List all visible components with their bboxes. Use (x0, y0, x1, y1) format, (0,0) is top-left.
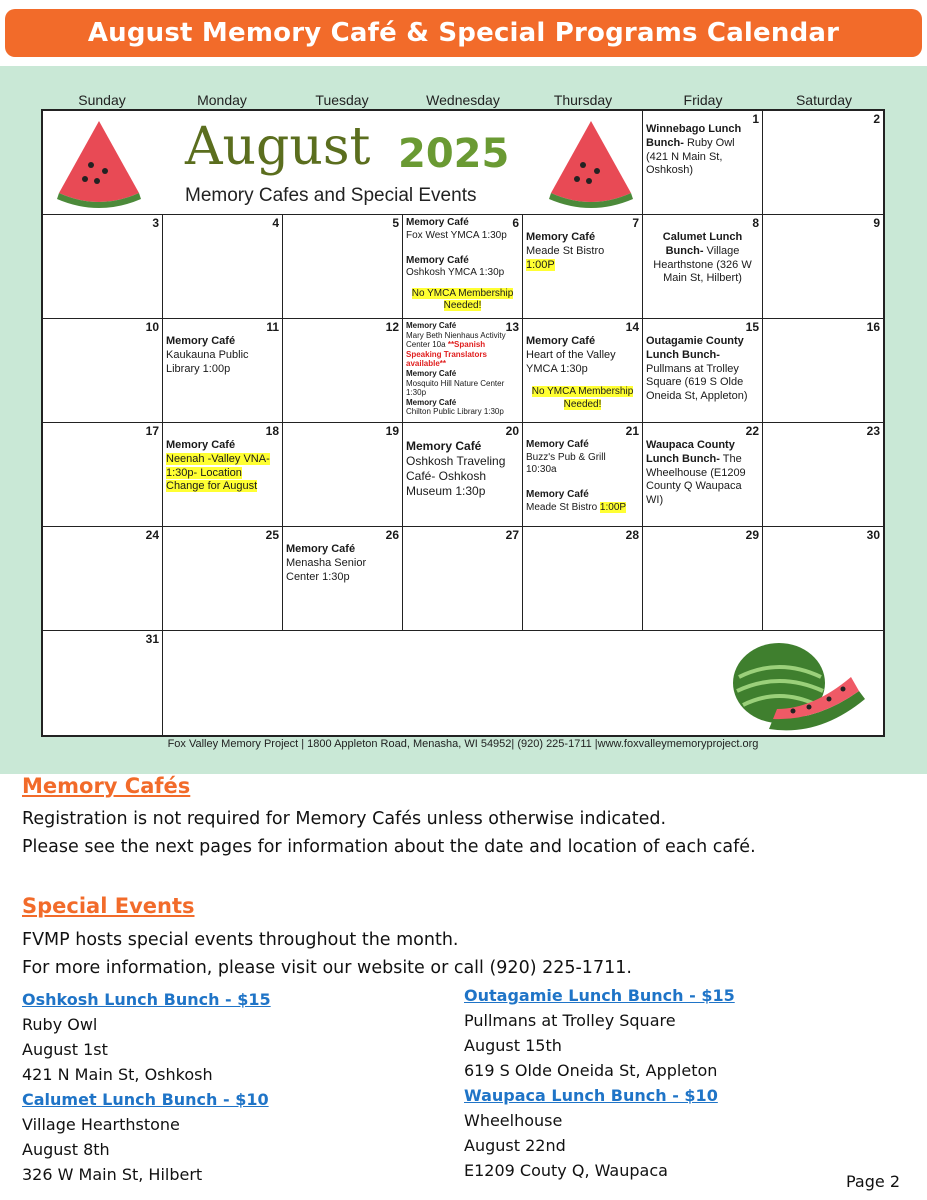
day-number: 12 (385, 320, 399, 334)
day-cell-1 (643, 111, 763, 215)
day-cell-29 (643, 527, 763, 631)
event-details: The Wheelhouse (E1209 County Q Waupaca WI) (646, 452, 746, 506)
event-title: Waupaca County Lunch Bunch- (646, 439, 735, 465)
event-date: August 15th (464, 1036, 562, 1055)
memory-cafes-heading: Memory Cafés (22, 774, 191, 798)
dow-saturday: Saturday (795, 92, 853, 108)
calumet-lunch-bunch-link[interactable]: Calumet Lunch Bunch - $10 (22, 1090, 269, 1109)
event-location: Fox West YMCA 1:30p (406, 229, 507, 241)
day-number: 29 (745, 528, 759, 542)
event-title: Memory Café (406, 397, 457, 407)
event-title: Memory Café (406, 254, 469, 266)
event-date: August 8th (22, 1140, 110, 1159)
calendar-grid (41, 109, 885, 737)
event-address: 619 S Olde Oneida St, Appleton (464, 1061, 718, 1080)
day-cell-20 (403, 423, 523, 527)
day-cell-27 (403, 527, 523, 631)
calendar-month-title: August (185, 117, 371, 177)
day-number: 1 (752, 112, 759, 126)
day-cell-12 (283, 319, 403, 423)
day-cell-3 (43, 215, 163, 319)
day-number: 27 (505, 528, 519, 542)
event-details: Neenah -Valley VNA- 1:30p- Location Change for August (166, 452, 270, 493)
event-title: Memory Café (526, 335, 596, 347)
event-location: Chilton Public Library 1:30p (406, 407, 504, 417)
event-time: 1:00P (526, 258, 555, 271)
day-cell-11 (163, 319, 283, 423)
event-title: Memory Café (286, 543, 356, 555)
waupaca-lunch-bunch-link[interactable]: Waupaca Lunch Bunch - $10 (464, 1086, 718, 1105)
day-cell-22 (643, 423, 763, 527)
memory-cafes-line-1: Registration is not required for Memory Cafés unless otherwise indicated. (22, 809, 667, 829)
special-events-line-2: For more information, please visit our website or call (920) 225-1711. (22, 958, 632, 978)
event-title: Memory Café (406, 217, 469, 228)
day-cell-6 (403, 215, 523, 319)
event-location: Oshkosh YMCA 1:30p (406, 267, 505, 278)
calendar-footer: Fox Valley Memory Project | 1800 Appleton Road, Menasha, WI 54952| (920) 225-1711 |www.foxvalleymemoryproject.org (167, 738, 759, 750)
day-cell-17 (43, 423, 163, 527)
day-number: 2 (873, 112, 880, 126)
day-number: 9 (873, 216, 880, 230)
oshkosh-lunch-bunch-link[interactable]: Oshkosh Lunch Bunch - $15 (22, 990, 271, 1009)
day-cell-24 (43, 527, 163, 631)
special-events-heading: Special Events (22, 894, 195, 918)
day-number: 6 (512, 216, 519, 230)
highlight-note: No YMCA Membership Needed! (411, 287, 514, 311)
dow-tuesday: Tuesday (315, 92, 369, 108)
event-details: Kaukauna Public Library 1:00p (166, 348, 249, 375)
day-cell-26 (283, 527, 403, 631)
day-number: 15 (745, 320, 759, 334)
day-number: 28 (625, 528, 639, 542)
day-number: 4 (272, 216, 279, 230)
event-details: Oshkosh Traveling Café- Oshkosh Museum 1:30p (406, 454, 506, 498)
day-cell-25 (163, 527, 283, 631)
page-banner: August Memory Café & Special Programs Calendar (5, 9, 922, 57)
day-number: 10 (145, 320, 159, 334)
events-column-right (464, 983, 735, 1183)
event-title: Memory Café (406, 368, 457, 378)
memory-cafes-line-2: Please see the next pages for information about the date and location of each café. (22, 837, 756, 857)
day-number: 5 (392, 216, 399, 230)
day-number: 24 (145, 528, 159, 542)
day-number: 26 (385, 528, 399, 542)
watermelon-slice-icon (51, 115, 147, 211)
day-number: 16 (866, 320, 880, 334)
event-title: Memory Café (406, 321, 457, 330)
day-number: 11 (266, 320, 279, 334)
event-venue: Wheelhouse (464, 1111, 563, 1130)
event-title: Memory Café (526, 489, 589, 500)
dow-sunday: Sunday (78, 92, 126, 108)
event-date: August 1st (22, 1040, 108, 1059)
special-events-line-1: FVMP hosts special events throughout the month. (22, 930, 459, 950)
event-title: Calumet Lunch Bunch- (662, 231, 743, 257)
event-time: 1:00P (599, 501, 627, 513)
day-cell-7 (523, 215, 643, 319)
dow-thursday: Thursday (553, 92, 613, 108)
day-number: 7 (632, 216, 639, 230)
day-cell-16 (763, 319, 883, 423)
event-details: Ruby Owl (421 N Main St, Oshkosh) (646, 136, 735, 177)
event-details: Pullmans at Trolley Square (619 S Olde Oneida St, Appleton) (646, 362, 748, 402)
day-cell-18 (163, 423, 283, 527)
day-cell-10 (43, 319, 163, 423)
day-number: 18 (265, 424, 279, 438)
day-cell-5 (283, 215, 403, 319)
day-cell-28 (523, 527, 643, 631)
day-cell-14 (523, 319, 643, 423)
event-venue: Pullmans at Trolley Square (464, 1011, 676, 1030)
event-location: Meade St Bistro (526, 244, 605, 257)
day-number: 20 (505, 424, 519, 438)
event-location: Buzz's Pub & Grill 10:30a (526, 451, 606, 475)
highlight-note: No YMCA Membership Needed! (531, 386, 634, 410)
events-column-left (22, 987, 271, 1187)
day-cell-21 (523, 423, 643, 527)
event-address: 421 N Main St, Oshkosh (22, 1065, 213, 1084)
day-number: 8 (752, 216, 759, 230)
event-venue: Village Hearthstone (22, 1115, 180, 1134)
event-title: Memory Café (406, 439, 482, 453)
event-title: Memory Café (526, 231, 596, 243)
calendar-blank-row (163, 631, 883, 735)
day-number: 31 (145, 632, 159, 646)
watermelon-slice-icon (543, 115, 639, 211)
event-location: Mosquito Hill Nature Center 1:30p (406, 378, 505, 398)
event-location: Mary Beth Nienhaus Activity Center 10a (406, 330, 506, 350)
event-venue: Ruby Owl (22, 1015, 98, 1034)
day-number: 22 (745, 424, 759, 438)
day-cell-15 (643, 319, 763, 423)
event-title: Winnebago Lunch Bunch- (646, 123, 742, 149)
calendar-header (43, 111, 643, 215)
day-number: 3 (152, 216, 159, 230)
event-title: Memory Café (166, 439, 236, 451)
dow-friday: Friday (683, 92, 723, 108)
day-number: 17 (145, 424, 159, 438)
dow-monday: Monday (197, 92, 247, 108)
calendar-year: 2025 (398, 131, 510, 177)
watermelon-icon (729, 637, 869, 735)
page-number: Page 2 (846, 1172, 900, 1191)
event-location: Meade St Bistro (526, 501, 600, 513)
day-number: 14 (625, 320, 639, 334)
event-title: Memory Café (526, 439, 589, 450)
day-cell-4 (163, 215, 283, 319)
event-address: E1209 Couty Q, Waupaca (464, 1161, 668, 1180)
day-number: 30 (866, 528, 880, 542)
day-cell-2 (763, 111, 883, 215)
day-number: 25 (265, 528, 279, 542)
day-cell-31 (43, 631, 163, 735)
day-cell-23 (763, 423, 883, 527)
day-cell-19 (283, 423, 403, 527)
event-details: Village Hearthstone (326 W Main St, Hilbert) (653, 244, 752, 285)
outagamie-lunch-bunch-link[interactable]: Outagamie Lunch Bunch - $15 (464, 986, 735, 1005)
day-number: 21 (625, 424, 639, 438)
event-title: Outagamie County Lunch Bunch- (646, 335, 744, 361)
event-location: Heart of the Valley YMCA 1:30p (526, 348, 616, 375)
event-address: 326 W Main St, Hilbert (22, 1165, 203, 1184)
event-title: Memory Café (166, 335, 236, 347)
day-number: 23 (866, 424, 880, 438)
day-number: 19 (385, 424, 399, 438)
day-cell-8 (643, 215, 763, 319)
event-details: Menasha Senior Center 1:30p (286, 556, 367, 583)
dow-wednesday: Wednesday (426, 92, 500, 108)
translator-note: **Spanish Speaking Translators available** (406, 340, 487, 369)
event-date: August 22nd (464, 1136, 566, 1155)
day-number: 13 (505, 320, 519, 334)
day-cell-9 (763, 215, 883, 319)
calendar-subtitle: Memory Cafes and Special Events (185, 185, 477, 206)
day-cell-30 (763, 527, 883, 631)
day-cell-13 (403, 319, 523, 423)
